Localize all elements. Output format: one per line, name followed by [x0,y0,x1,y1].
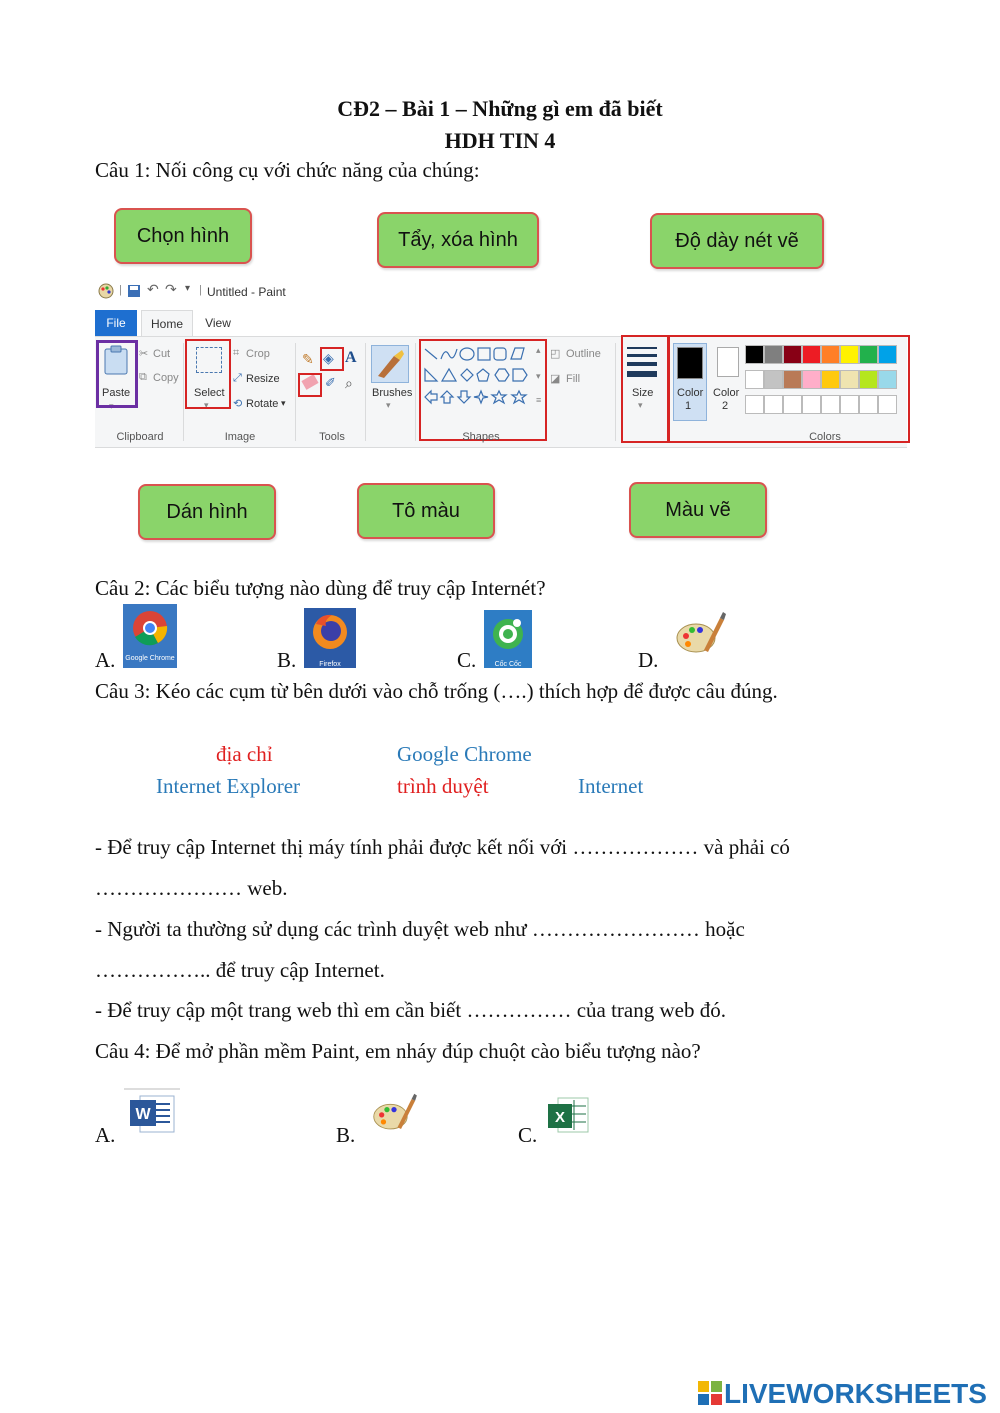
fill-with-color-icon[interactable]: ◈ [323,350,334,366]
fill-icon[interactable]: ◪ [550,373,561,385]
window-title: Untitled - Paint [207,285,286,299]
color-picker-icon[interactable]: ✐ [325,375,336,390]
copy-label[interactable]: Copy [153,372,179,384]
excel-icon[interactable] [544,1094,590,1138]
crop-label[interactable]: Crop [246,348,270,360]
shapes-scroll-up-icon[interactable]: ▴ [536,345,541,355]
colors-highlight [668,335,910,443]
brushes-icon[interactable] [371,345,409,383]
q2-option-b-letter: B. [277,648,297,672]
chrome-caption: Google Chrome [125,655,175,662]
question-3-prompt: Câu 3: Kéo các cụm từ bên dưới vào chỗ trống (….) thích hợp để được câu đúng. [95,679,778,703]
q4-option-a-letter: A. [95,1123,116,1147]
drag-word-internet[interactable]: Internet [578,774,644,798]
color-1-number: 1 [685,400,692,412]
select-dropdown-icon[interactable]: ▾ [204,400,209,410]
cut-icon[interactable]: ✂ [139,348,149,360]
shapes-more-icon[interactable]: ≡ [536,395,542,405]
q2-option-a-letter: A. [95,648,116,672]
drag-word-google-chrome[interactable]: Google Chrome [397,742,532,766]
resize-icon[interactable]: ⤢ [233,372,242,384]
group-label-image: Image [224,431,256,443]
page-title: CĐ2 – Bài 1 – Những gì em đã biết [337,96,663,121]
ribbon-body [95,336,907,448]
match-box-chon-hinh[interactable]: Chọn hình [114,208,252,264]
brushes-dropdown-icon[interactable]: ▾ [386,400,391,410]
copy-icon[interactable]: ⧉ [139,371,147,383]
q3-sentence-line: - Để truy cập một trang web thì em cần biết …………… của trang web đó. [95,998,726,1022]
question-1-prompt: Câu 1: Nối công cụ với chức năng của chúng: [95,158,480,182]
svg-text:W: W [135,1106,151,1123]
drag-word-internet-explorer[interactable]: Internet Explorer [156,774,301,798]
rotate-icon[interactable]: ⟲ [233,398,243,410]
q4-option-b-letter: B. [336,1123,356,1147]
question-2-prompt: Câu 2: Các biểu tượng nào dùng để truy cập Internét? [95,576,546,600]
match-box-to-mau[interactable]: Tô màu [357,483,495,539]
magnifier-icon[interactable]: ⌕ [345,375,353,391]
cut-label[interactable]: Cut [153,348,171,360]
match-box-dan-hinh[interactable]: Dán hình [138,484,276,540]
select-label[interactable]: Select [194,387,225,399]
fill-highlight [320,347,344,371]
paint-app-icon [97,282,115,300]
resize-label[interactable]: Resize [246,373,280,385]
fill-label[interactable]: Fill [566,373,581,385]
match-box-do-day-net-ve[interactable]: Độ dày nét vẽ [650,213,824,269]
size-dropdown-icon[interactable]: ▾ [638,400,643,410]
q3-sentence-line: - Để truy cập Internet thị máy tính phải được kết nối với ……………… và phải có [95,835,790,859]
firefox-caption: Firefox [319,661,341,668]
q2-option-d-letter: D. [638,648,659,672]
outline-icon[interactable]: ◰ [550,348,561,360]
ribbon-tabs [95,308,907,336]
select-highlight [185,339,231,409]
q3-sentence-line: ………………… web. [95,876,288,900]
shapes-scroll-down-icon[interactable]: ▾ [536,371,541,381]
redo-icon[interactable]: ↷ [165,281,177,297]
q3-sentence-line: - Người ta thường sử dụng các trình duyệt web như …………………… hoặc [95,917,745,941]
tab-file[interactable]: File [95,310,137,336]
paste-highlight [96,340,138,408]
shapes-highlight [419,339,547,441]
page-subtitle: HDH TIN 4 [444,128,556,153]
color-2-label: Color [713,387,740,399]
size-highlight [621,335,669,443]
q2-option-c-letter: C. [457,648,477,672]
tab-home[interactable]: Home [141,310,193,337]
tab-view[interactable]: View [205,316,231,330]
group-label-shapes: Shapes [462,431,500,443]
rotate-dropdown-icon[interactable]: ▾ [281,398,286,408]
paint-ribbon [95,278,907,448]
crop-icon[interactable]: ⌗ [233,347,240,359]
match-box-tay-xoa-hinh[interactable]: Tẩy, xóa hình [377,212,539,268]
eraser-highlight [298,373,322,397]
outline-label[interactable]: Outline [566,348,601,360]
coccoc-icon[interactable] [484,610,532,668]
pencil-icon[interactable]: ✎ [302,351,314,367]
quick-access-dropdown-icon[interactable]: ▾ [185,283,191,294]
drag-word-dia-chi[interactable]: địa chỉ [216,742,273,766]
match-box-mau-ve[interactable]: Màu vẽ [629,482,767,538]
paint-icon[interactable] [674,610,726,660]
size-label[interactable]: Size [632,387,654,399]
paint-titlebar: | ↶ ↷ ▾ | Untitled - Paint [95,278,907,308]
firefox-icon[interactable] [304,608,356,668]
paint-icon[interactable] [370,1092,418,1136]
q4-option-c-letter: C. [518,1123,538,1147]
liveworksheets-logo-icon [698,1381,722,1405]
color-1-label: Color [677,387,704,399]
text-tool-icon[interactable]: A [345,349,357,366]
coccoc-caption: Cốc Cốc [494,661,522,668]
liveworksheets-brand: LIVEWORKSHEETS [724,1378,987,1409]
drag-word-trinh-duyet[interactable]: trình duyệt [397,774,489,798]
q3-sentence-line: …………….. để truy cập Internet. [95,958,385,982]
group-label-colors: Colors [809,431,841,443]
group-label-clipboard: Clipboard [116,431,164,443]
question-4-prompt: Câu 4: Để mở phần mềm Paint, em nháy đúp chuột cào biểu tượng nào? [95,1039,701,1063]
color-2-number: 2 [722,400,729,412]
paste-label[interactable]: Paste [102,387,131,399]
save-icon[interactable] [127,284,141,298]
rotate-label[interactable]: Rotate [246,398,279,410]
paste-dropdown-icon[interactable]: ▾ [109,401,114,411]
google-chrome-icon[interactable] [123,604,177,668]
word-icon[interactable] [124,1088,180,1138]
undo-icon[interactable]: ↶ [147,281,159,297]
svg-text:X: X [554,1109,566,1126]
brushes-label[interactable]: Brushes [372,387,413,399]
group-label-tools: Tools [319,431,345,443]
